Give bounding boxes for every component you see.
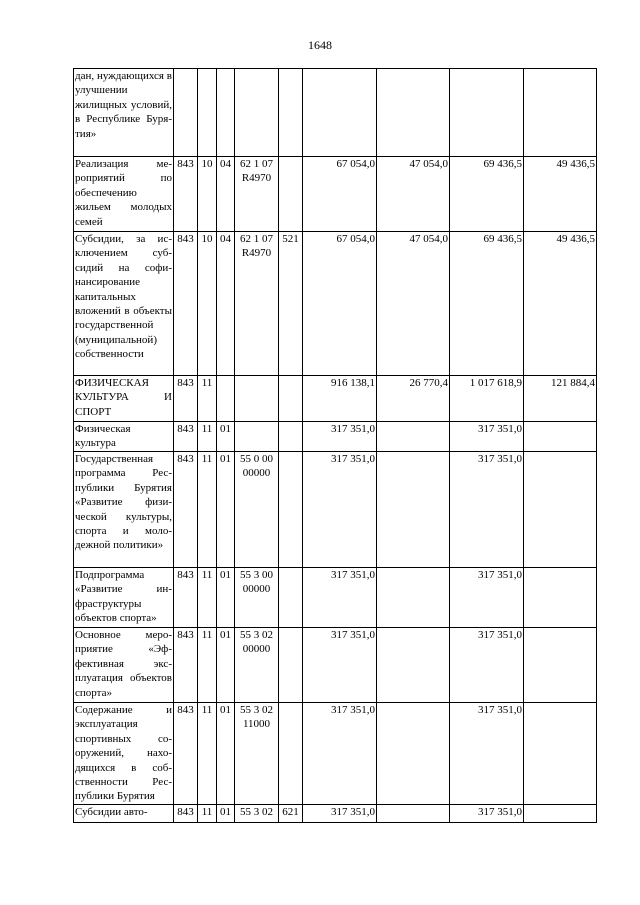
row-sum-year1: 67 054,0 xyxy=(303,232,377,376)
row-grbs: 843 xyxy=(174,232,198,376)
table-row xyxy=(74,376,597,422)
row-name: Основное мероприятие «Эффективная эксплуатация объектов спорта» xyxy=(74,628,174,703)
row-sum-year2: 1 017 618,9 xyxy=(450,376,524,422)
row-section: 11 xyxy=(198,422,217,452)
table-row xyxy=(74,804,597,822)
row-grbs: 843 xyxy=(174,422,198,452)
row-target-article xyxy=(235,376,279,422)
row-target-article: 55 3 00 00000 xyxy=(235,568,279,628)
row-name: Государственная программа Республики Бурятия «Развитие физической культуры, спорта и молодежной политики» xyxy=(74,452,174,568)
row-sum-year1-federal: 47 054,0 xyxy=(377,157,450,232)
row-sum-year2-federal xyxy=(524,422,597,452)
row-section: 11 xyxy=(198,628,217,703)
row-name: Подпрограмма «Развитие инфраструктуры объектов спорта» xyxy=(74,568,174,628)
row-expense-type xyxy=(279,452,303,568)
row-subsection xyxy=(217,69,235,157)
row-section: 11 xyxy=(198,376,217,422)
row-sum-year1-federal xyxy=(377,69,450,157)
row-section: 11 xyxy=(198,452,217,568)
row-target-article: 62 1 07 R4970 xyxy=(235,157,279,232)
row-name: Субсидии, за исключением субсидий на софинансирование капитальных вложений в объекты государственной (муниципальной) собственности xyxy=(74,232,174,376)
row-sum-year1: 317 351,0 xyxy=(303,804,377,822)
row-target-article: 55 3 02 00000 xyxy=(235,628,279,703)
row-sum-year2-federal xyxy=(524,703,597,805)
row-expense-type xyxy=(279,157,303,232)
row-sum-year1: 317 351,0 xyxy=(303,568,377,628)
row-subsection: 04 xyxy=(217,232,235,376)
row-name: ФИЗИЧЕСКАЯ КУЛЬТУРА И СПОРТ xyxy=(74,376,174,422)
row-grbs: 843 xyxy=(174,376,198,422)
row-name: Субсидии авто- xyxy=(74,804,174,822)
row-grbs xyxy=(174,69,198,157)
row-grbs: 843 xyxy=(174,804,198,822)
row-target-article: 62 1 07 R4970 xyxy=(235,232,279,376)
row-sum-year2: 317 351,0 xyxy=(450,628,524,703)
row-sum-year2-federal: 49 436,5 xyxy=(524,232,597,376)
row-expense-type: 521 xyxy=(279,232,303,376)
row-target-article: 55 3 02 xyxy=(235,804,279,822)
row-section: 10 xyxy=(198,232,217,376)
row-sum-year2 xyxy=(450,69,524,157)
row-sum-year2: 317 351,0 xyxy=(450,703,524,805)
row-sum-year2-federal xyxy=(524,452,597,568)
row-sum-year1-federal xyxy=(377,628,450,703)
row-sum-year2-federal: 121 884,4 xyxy=(524,376,597,422)
row-subsection xyxy=(217,376,235,422)
table-row xyxy=(74,703,597,805)
row-subsection: 01 xyxy=(217,703,235,805)
row-section: 11 xyxy=(198,568,217,628)
row-section: 11 xyxy=(198,804,217,822)
table-row xyxy=(74,452,597,568)
row-expense-type xyxy=(279,376,303,422)
budget-table xyxy=(73,68,597,823)
row-section: 10 xyxy=(198,157,217,232)
row-grbs: 843 xyxy=(174,703,198,805)
row-expense-type: 621 xyxy=(279,804,303,822)
row-expense-type xyxy=(279,422,303,452)
row-subsection: 01 xyxy=(217,452,235,568)
row-sum-year1: 317 351,0 xyxy=(303,452,377,568)
row-sum-year2-federal: 49 436,5 xyxy=(524,157,597,232)
row-sum-year1: 317 351,0 xyxy=(303,703,377,805)
row-sum-year2: 69 436,5 xyxy=(450,157,524,232)
row-subsection: 04 xyxy=(217,157,235,232)
table-row xyxy=(74,628,597,703)
row-sum-year2: 69 436,5 xyxy=(450,232,524,376)
row-subsection: 01 xyxy=(217,568,235,628)
row-section xyxy=(198,69,217,157)
row-sum-year1: 317 351,0 xyxy=(303,628,377,703)
row-name: дан, нуждающихся в улучшении жилищных условий, в Республике Бурятия» xyxy=(74,69,174,157)
row-sum-year1-federal xyxy=(377,568,450,628)
row-expense-type xyxy=(279,69,303,157)
row-sum-year1: 317 351,0 xyxy=(303,422,377,452)
row-grbs: 843 xyxy=(174,628,198,703)
row-sum-year1-federal xyxy=(377,703,450,805)
row-grbs: 843 xyxy=(174,452,198,568)
row-sum-year1-federal xyxy=(377,422,450,452)
table-row xyxy=(74,422,597,452)
row-sum-year2: 317 351,0 xyxy=(450,452,524,568)
row-sum-year2-federal xyxy=(524,804,597,822)
row-subsection: 01 xyxy=(217,804,235,822)
table-row xyxy=(74,69,597,157)
row-sum-year1: 67 054,0 xyxy=(303,157,377,232)
row-sum-year2-federal xyxy=(524,69,597,157)
row-name: Реализация мероприятий по обеспечению жильем молодых семей xyxy=(74,157,174,232)
row-sum-year2: 317 351,0 xyxy=(450,804,524,822)
page-number: 1648 xyxy=(308,38,332,52)
row-sum-year1: 916 138,1 xyxy=(303,376,377,422)
row-sum-year2-federal xyxy=(524,568,597,628)
row-target-article: 55 0 00 00000 xyxy=(235,452,279,568)
row-expense-type xyxy=(279,628,303,703)
row-subsection: 01 xyxy=(217,628,235,703)
row-sum-year1-federal xyxy=(377,804,450,822)
row-section: 11 xyxy=(198,703,217,805)
row-grbs: 843 xyxy=(174,157,198,232)
row-expense-type xyxy=(279,703,303,805)
row-target-article xyxy=(235,69,279,157)
row-sum-year1-federal: 26 770,4 xyxy=(377,376,450,422)
row-sum-year2: 317 351,0 xyxy=(450,568,524,628)
row-name: Физическая культура xyxy=(74,422,174,452)
row-sum-year1 xyxy=(303,69,377,157)
row-expense-type xyxy=(279,568,303,628)
row-target-article xyxy=(235,422,279,452)
row-sum-year2: 317 351,0 xyxy=(450,422,524,452)
table-row xyxy=(74,568,597,628)
row-sum-year2-federal xyxy=(524,628,597,703)
row-target-article: 55 3 02 11000 xyxy=(235,703,279,805)
table-row xyxy=(74,157,597,232)
row-sum-year1-federal: 47 054,0 xyxy=(377,232,450,376)
row-sum-year1-federal xyxy=(377,452,450,568)
row-subsection: 01 xyxy=(217,422,235,452)
row-grbs: 843 xyxy=(174,568,198,628)
row-name: Содержание и эксплуатация спортивных сооружений, находящихся в собственности Республики Бурятия xyxy=(75,704,172,803)
table-row xyxy=(74,232,597,376)
